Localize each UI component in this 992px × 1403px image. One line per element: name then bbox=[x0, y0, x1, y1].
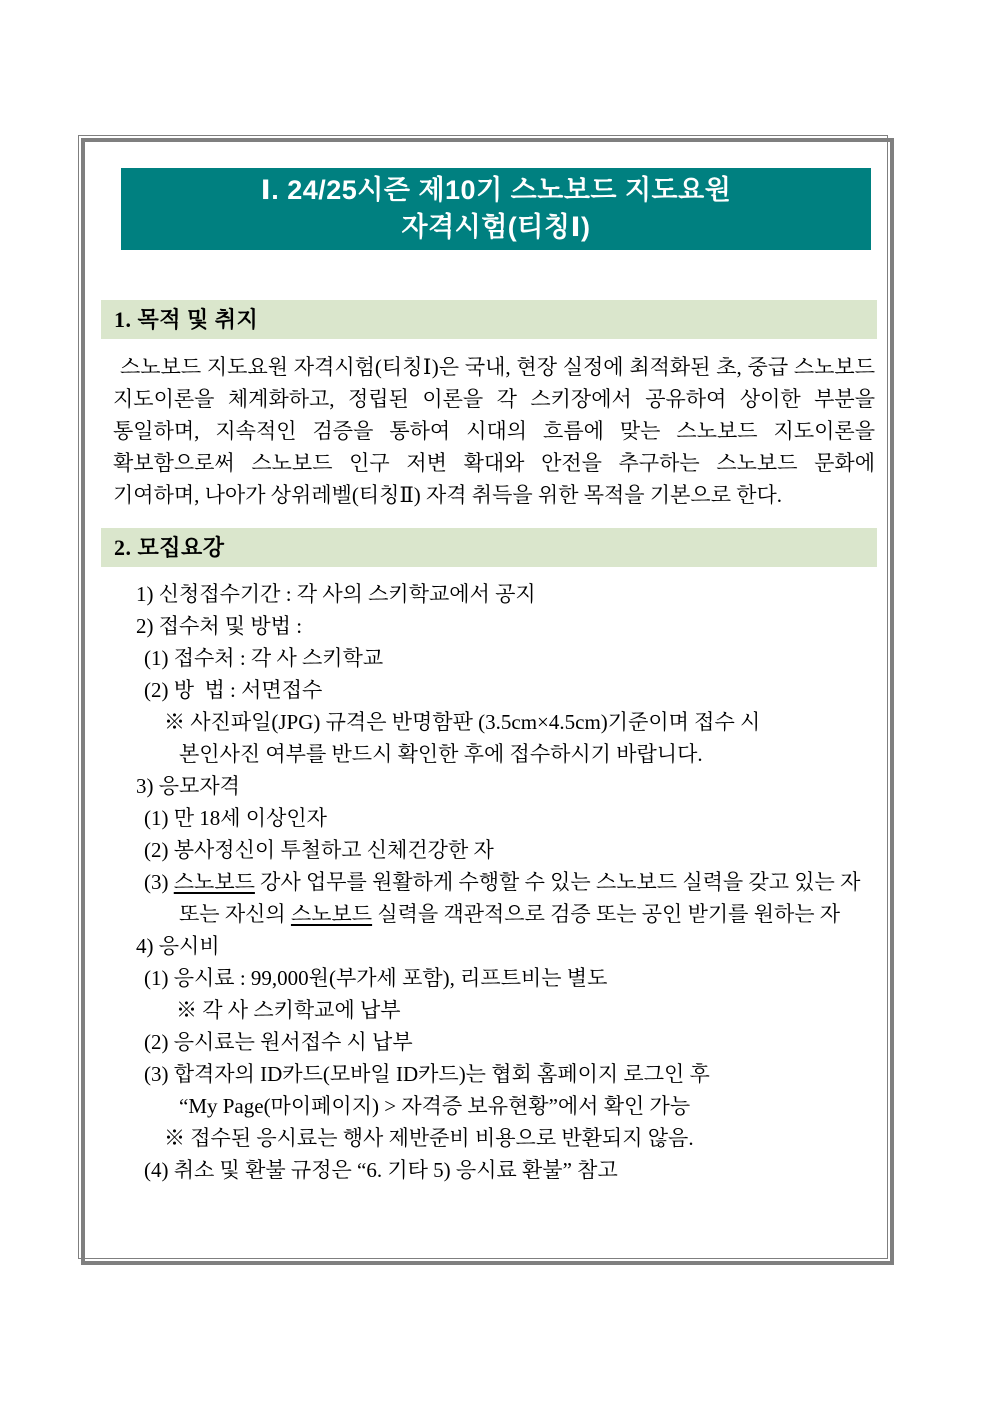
list-line: (1) 만 18세 이상인자 bbox=[144, 806, 327, 830]
list-line: ※ 접수된 응시료는 행사 제반준비 비용으로 반환되지 않음. bbox=[164, 1126, 694, 1150]
section-paragraph: 스노보드 지도요원 자격시험(티칭Ⅰ)은 국내, 현장 실정에 최적화된 초, 중급 스노보드 지도이론을 체계화하고, 정립된 이론을 각 스키장에서 공유하여 상이한 부분을 통일하며, 지속적인 검증을 통하여 시대의 흐름에 맞는 스노보드 지도이론을 확보함으로써 스노보드 인구 저변 확대와 안전을 추구하는 스노보드 문화에 기여하며, 나아가 상위레벨(티칭Ⅱ) 자격 취득을 위한 목적을 기본으로 한다. bbox=[113, 355, 875, 507]
list-line: (2) 방 법 : 서면접수 bbox=[144, 678, 323, 702]
list-line: 4) 응시비 bbox=[136, 934, 220, 958]
page-border-frame bbox=[78, 135, 888, 1259]
list-line: (4) 취소 및 환불 규정은 “6. 기타 5) 응시료 환불” 참고 bbox=[144, 1158, 618, 1182]
text-run: 실력을 객관적으로 검증 또는 공인 받기를 원하는 자 bbox=[372, 902, 841, 926]
sections-container bbox=[101, 300, 877, 1186]
list-line: 1) 신청접수기간 : 각 사의 스키학교에서 공지 bbox=[136, 582, 536, 606]
text-run: 또는 자신의 bbox=[179, 902, 291, 926]
list-line: 본인사진 여부를 반드시 확인한 후에 접수하시기 바랍니다. bbox=[179, 742, 703, 766]
list-line: (2) 응시료는 원서접수 시 납부 bbox=[144, 1030, 413, 1054]
list-line: 2) 접수처 및 방법 : bbox=[136, 614, 303, 638]
section-list bbox=[101, 578, 877, 1186]
list-line: 3) 응모자격 bbox=[136, 774, 240, 798]
list-line: “My Page(마이페이지) > 자격증 보유현황”에서 확인 가능 bbox=[179, 1094, 691, 1118]
list-line: (1) 응시료 : 99,000원(부가세 포함), 리프트비는 별도 bbox=[144, 966, 608, 990]
document-title-banner bbox=[121, 168, 871, 250]
list-line: ※ 각 사 스키학교에 납부 bbox=[176, 998, 401, 1022]
section-heading: 2. 모집요강 bbox=[101, 528, 877, 567]
underlined-text: 스노보드 bbox=[173, 870, 255, 894]
list-line: (3) 합격자의 ID카드(모바일 ID카드)는 협회 홈페이지 로그인 후 bbox=[144, 1062, 710, 1086]
section-heading: 1. 목적 및 취지 bbox=[101, 300, 877, 339]
title-line-1: Ⅰ. 24/25시즌 제10기 스노보드 지도요원 bbox=[260, 175, 732, 205]
list-line bbox=[101, 866, 877, 898]
underlined-text: 스노보드 bbox=[290, 902, 373, 926]
text-run: 강사 업무를 원활하게 수행할 수 있는 스노보드 실력을 갖고 있는 자 bbox=[254, 870, 861, 894]
title-line-2: 자격시험(티칭Ⅰ) bbox=[401, 212, 591, 242]
page-content bbox=[79, 136, 887, 1258]
list-line: (1) 접수처 : 각 사 스키학교 bbox=[144, 646, 384, 670]
list-line: ※ 사진파일(JPG) 규격은 반명함판 (3.5cm×4.5cm)기준이며 접수 시 bbox=[164, 710, 761, 734]
list-line bbox=[101, 898, 877, 930]
list-line: (2) 봉사정신이 투철하고 신체건강한 자 bbox=[144, 838, 494, 862]
text-run: (3) bbox=[144, 870, 174, 894]
